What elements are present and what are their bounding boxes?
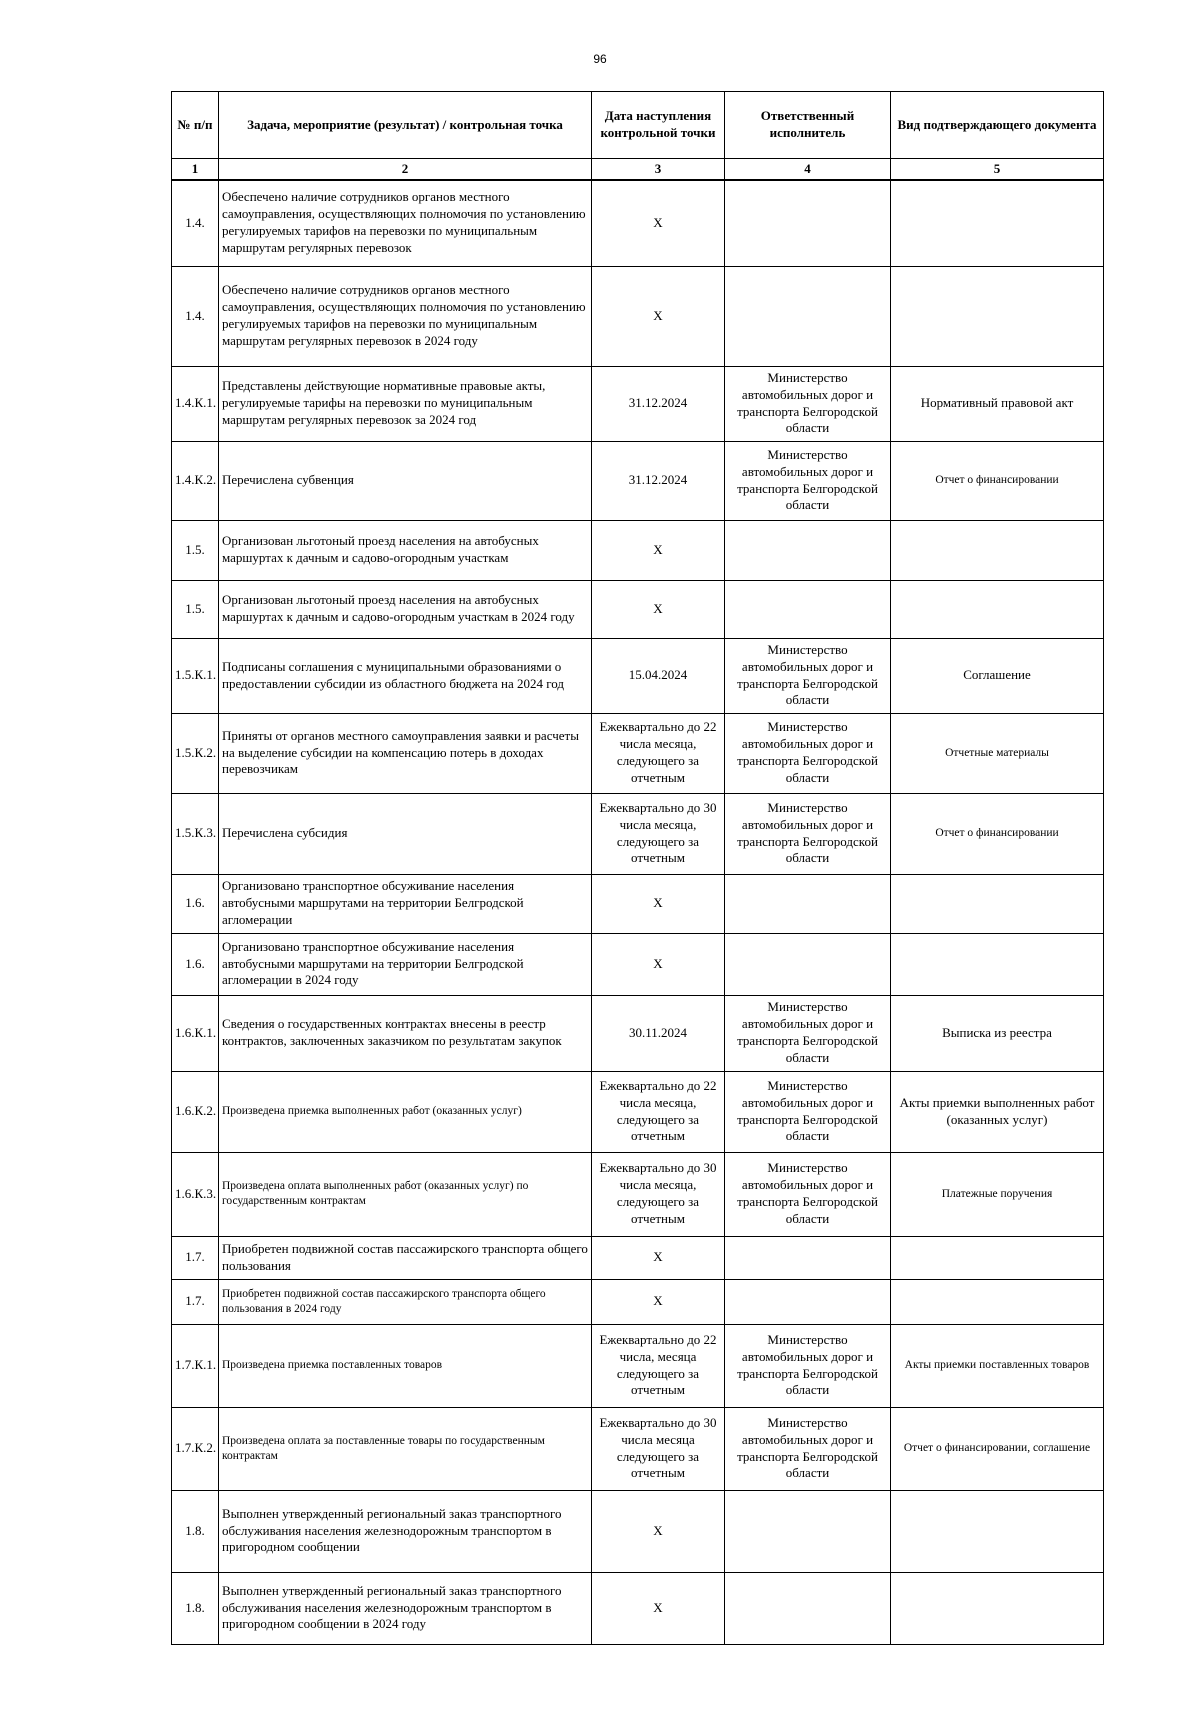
row-task: Перечислена субвенция: [219, 441, 592, 520]
row-document: Отчет о финансировании, соглашение: [891, 1407, 1104, 1490]
row-responsible: [725, 1572, 891, 1644]
row-responsible: [725, 520, 891, 580]
row-task: Приобретен подвижной состав пассажирского транспорта общего пользования в 2024 году: [219, 1279, 592, 1324]
row-date: Ежеквартально до 30 числа месяца следующего за отчетным: [592, 1407, 725, 1490]
row-task: Подписаны соглашения с муниципальными образованиями о предоставлении субсидии из областного бюджета на 2024 год: [219, 638, 592, 713]
row-task: Организован льготоный проезд населения на автобусных маршуртах к дачным и садово-огородным участкам: [219, 520, 592, 580]
page-number: 96: [593, 52, 607, 66]
row-number: 1.5.: [172, 580, 219, 638]
column-number: 1: [172, 159, 219, 181]
row-number: 1.5.К.2.: [172, 713, 219, 793]
table-row: [172, 874, 1104, 933]
header-date: Дата наступления контрольной точки: [592, 92, 725, 159]
table-row: [172, 793, 1104, 874]
header-document: Вид подтверждающего документа: [891, 92, 1104, 159]
row-document: Отчетные материалы: [891, 713, 1104, 793]
row-responsible: Министерство автомобильных дорог и транспорта Белгородской области: [725, 1407, 891, 1490]
control-points-table: [171, 91, 1104, 1645]
column-number: 3: [592, 159, 725, 181]
row-document: Акты приемки выполненных работ (оказанных услуг): [891, 1071, 1104, 1152]
row-responsible: Министерство автомобильных дорог и транспорта Белгородской области: [725, 366, 891, 441]
table-row: [172, 1152, 1104, 1236]
row-number: 1.7.К.1.: [172, 1324, 219, 1407]
row-date: X: [592, 580, 725, 638]
row-task: Выполнен утвержденный региональный заказ транспортного обслуживания населения железнодорожным транспортом в пригородном сообщении: [219, 1490, 592, 1572]
row-date: Ежеквартально до 22 числа месяца, следующего за отчетным: [592, 713, 725, 793]
row-document: [891, 933, 1104, 995]
row-responsible: [725, 266, 891, 366]
header-task: Задача, мероприятие (результат) / контрольная точка: [219, 92, 592, 159]
row-date: Ежеквартально до 30 числа месяца, следующего за отчетным: [592, 1152, 725, 1236]
row-number: 1.7.: [172, 1279, 219, 1324]
row-document: Платежные поручения: [891, 1152, 1104, 1236]
table-row: [172, 441, 1104, 520]
row-date: X: [592, 266, 725, 366]
row-number: 1.6.К.1.: [172, 995, 219, 1071]
row-document: Отчет о финансировании: [891, 793, 1104, 874]
row-number: 1.6.: [172, 874, 219, 933]
row-task: Представлены действующие нормативные правовые акты, регулируемые тарифы на перевозки по муниципальным маршрутам регулярных перевозок за 2024 год: [219, 366, 592, 441]
row-task: Организован льготоный проезд населения на автобусных маршуртах к дачным и садово-огородным участкам в 2024 году: [219, 580, 592, 638]
table-row: [172, 1572, 1104, 1644]
row-number: 1.5.К.3.: [172, 793, 219, 874]
table-row: [172, 180, 1104, 266]
row-number: 1.7.: [172, 1236, 219, 1279]
row-responsible: Министерство автомобильных дорог и транспорта Белгородской области: [725, 793, 891, 874]
row-document: Соглашение: [891, 638, 1104, 713]
row-responsible: [725, 580, 891, 638]
row-task: Выполнен утвержденный региональный заказ транспортного обслуживания населения железнодорожным транспортом в пригородном сообщении в 2024 году: [219, 1572, 592, 1644]
row-responsible: Министерство автомобильных дорог и транспорта Белгородской области: [725, 995, 891, 1071]
table-row: [172, 366, 1104, 441]
row-task: Приняты от органов местного самоуправления заявки и расчеты на выделение субсидии на компенсацию потерь в доходах перевозчикам: [219, 713, 592, 793]
row-number: 1.4.: [172, 180, 219, 266]
row-number: 1.6.К.3.: [172, 1152, 219, 1236]
row-number: 1.7.К.2.: [172, 1407, 219, 1490]
row-task: Произведена оплата выполненных работ (оказанных услуг) по государственным контрактам: [219, 1152, 592, 1236]
row-number: 1.6.К.2.: [172, 1071, 219, 1152]
row-number: 1.4.К.2.: [172, 441, 219, 520]
row-number: 1.8.: [172, 1490, 219, 1572]
row-document: Акты приемки поставленных товаров: [891, 1324, 1104, 1407]
column-number-row: [172, 159, 1104, 181]
row-date: X: [592, 1490, 725, 1572]
row-date: 31.12.2024: [592, 441, 725, 520]
row-document: [891, 580, 1104, 638]
row-responsible: [725, 1490, 891, 1572]
row-document: [891, 266, 1104, 366]
table-row: [172, 995, 1104, 1071]
row-number: 1.5.: [172, 520, 219, 580]
row-date: 30.11.2024: [592, 995, 725, 1071]
row-responsible: Министерство автомобильных дорог и транспорта Белгородской области: [725, 1324, 891, 1407]
table-row: [172, 1236, 1104, 1279]
row-responsible: [725, 1279, 891, 1324]
table-header-row: [172, 92, 1104, 159]
row-document: [891, 874, 1104, 933]
row-task: Организовано транспортное обсуживание населения автобусными маршрутами на территории Белгродской агломерации: [219, 874, 592, 933]
row-responsible: Министерство автомобильных дорог и транспорта Белгородской области: [725, 441, 891, 520]
row-task: Обеспечено наличие сотрудников органов местного самоуправления, осуществляющих полномочия по установлению регулируемых тарифов на перевозки по муниципальным маршрутам регулярных перевозок: [219, 180, 592, 266]
table-row: [172, 1071, 1104, 1152]
table-row: [172, 713, 1104, 793]
row-document: [891, 1572, 1104, 1644]
column-number: 2: [219, 159, 592, 181]
table-row: [172, 580, 1104, 638]
row-date: Ежеквартально до 22 числа месяца, следующего за отчетным: [592, 1071, 725, 1152]
row-task: Произведена приемка выполненных работ (оказанных услуг): [219, 1071, 592, 1152]
row-responsible: Министерство автомобильных дорог и транспорта Белгородской области: [725, 713, 891, 793]
row-document: Выписка из реестра: [891, 995, 1104, 1071]
row-date: X: [592, 874, 725, 933]
row-responsible: [725, 1236, 891, 1279]
row-date: X: [592, 180, 725, 266]
table-row: [172, 1407, 1104, 1490]
table-row: [172, 638, 1104, 713]
row-task: Приобретен подвижной состав пассажирского транспорта общего пользования: [219, 1236, 592, 1279]
row-document: [891, 1236, 1104, 1279]
column-number: 5: [891, 159, 1104, 181]
table-row: [172, 933, 1104, 995]
row-task: Организовано транспортное обсуживание населения автобусными маршрутами на территории Белгродской агломерации в 2024 году: [219, 933, 592, 995]
table-row: [172, 1279, 1104, 1324]
row-number: 1.8.: [172, 1572, 219, 1644]
row-task: Обеспечено наличие сотрудников органов местного самоуправления, осуществляющих полномочия по установлению регулируемых тарифов на перевозки по муниципальным маршрутам регулярных перевозок в 2024 году: [219, 266, 592, 366]
row-number: 1.5.К.1.: [172, 638, 219, 713]
row-number: 1.4.К.1.: [172, 366, 219, 441]
row-date: Ежеквартально до 30 числа месяца, следующего за отчетным: [592, 793, 725, 874]
row-document: [891, 180, 1104, 266]
row-date: 31.12.2024: [592, 366, 725, 441]
table-row: [172, 1324, 1104, 1407]
table-row: [172, 266, 1104, 366]
row-responsible: Министерство автомобильных дорог и транспорта Белгородской области: [725, 1071, 891, 1152]
row-document: [891, 1279, 1104, 1324]
header-responsible: Ответственный исполнитель: [725, 92, 891, 159]
table-row: [172, 1490, 1104, 1572]
row-responsible: [725, 180, 891, 266]
row-document: [891, 520, 1104, 580]
row-date: Ежеквартально до 22 числа, месяца следующего за отчетным: [592, 1324, 725, 1407]
row-date: X: [592, 1279, 725, 1324]
column-number: 4: [725, 159, 891, 181]
row-date: X: [592, 933, 725, 995]
row-document: [891, 1490, 1104, 1572]
header-number: № п/п: [172, 92, 219, 159]
row-task: Сведения о государственных контрактах внесены в реестр контрактов, заключенных заказчиком по результатам закупок: [219, 995, 592, 1071]
row-date: X: [592, 1236, 725, 1279]
row-task: Произведена оплата за поставленные товары по государственным контрактам: [219, 1407, 592, 1490]
row-responsible: [725, 933, 891, 995]
table-row: [172, 520, 1104, 580]
row-date: 15.04.2024: [592, 638, 725, 713]
row-date: X: [592, 1572, 725, 1644]
row-number: 1.6.: [172, 933, 219, 995]
row-responsible: Министерство автомобильных дорог и транспорта Белгородской области: [725, 638, 891, 713]
row-document: Нормативный правовой акт: [891, 366, 1104, 441]
row-date: X: [592, 520, 725, 580]
row-responsible: Министерство автомобильных дорог и транспорта Белгородской области: [725, 1152, 891, 1236]
row-task: Перечислена субсидия: [219, 793, 592, 874]
row-number: 1.4.: [172, 266, 219, 366]
row-document: Отчет о финансировании: [891, 441, 1104, 520]
row-task: Произведена приемка поставленных товаров: [219, 1324, 592, 1407]
table-body: [172, 180, 1104, 1644]
row-responsible: [725, 874, 891, 933]
